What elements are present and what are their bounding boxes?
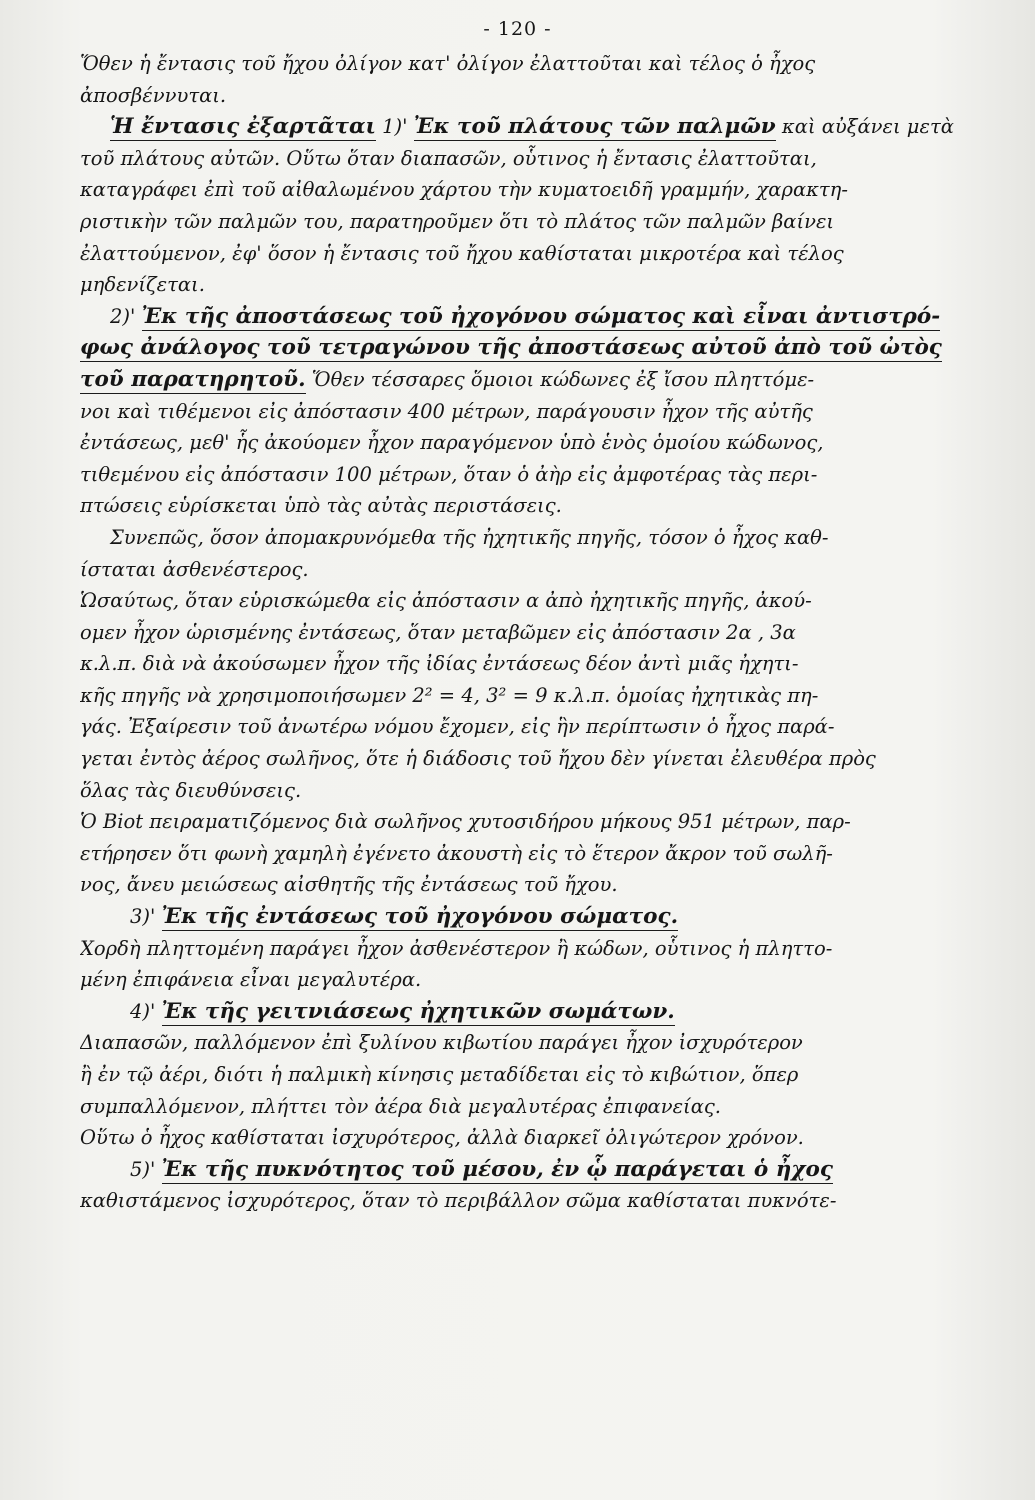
line-text: Οὕτω ὁ ἦχος καθίσταται ἰσχυρότερος, ἀλλὰ διαρκεῖ ὀλιγώτερον χρόνον. [80,1126,804,1150]
line-text: τοῦ πλάτους αὐτῶν. Οὕτω ὅταν διαπασῶν, οὗτινος ἡ ἔντασις ἐλαττοῦται, [80,146,817,170]
text-line [80,1059,995,1091]
line-text: γεται ἐντὸς ἀέρος σωλῆνος, ὅτε ἡ διάδοσις τοῦ ἤχου δὲν γίνεται ἐλευθέρα πρὸς [80,747,876,771]
text-line [80,301,995,333]
text-line [80,1027,995,1059]
line-text: Ὁ Biot πειραματιζόμενος διὰ σωλῆνος χυτοσιδήρου μήκους 951 μέτρων, παρ- [80,810,851,834]
text-line [80,1154,995,1186]
section-heading: φως ἀνάλογος τοῦ τετραγώνου τῆς ἀποστάσεως αὐτοῦ ἀπὸ τοῦ ὠτὸς [80,335,942,361]
text-line [80,206,995,238]
line-text: ὅλας τὰς διευθύνσεις. [80,778,302,802]
section-heading: Ἐκ τῆς ἀποστάσεως τοῦ ἠχογόνου σώματος καὶ εἶναι ἀντιστρό- [141,303,941,329]
text-line [80,743,995,775]
line-text: νοι καὶ τιθέμενοι εἰς ἀπόστασιν 400 μέτρων, παράγουσιν ἦχον τῆς αὐτῆς [80,399,813,423]
text-line [80,996,995,1028]
text-line [80,680,995,712]
text-line [80,901,995,933]
text-line [80,869,995,901]
text-line [80,364,995,396]
text-line [80,806,995,838]
line-text: ριστικὴν τῶν παλμῶν του, παρατηροῦμεν ὅτι τὸ πλάτος τῶν παλμῶν βαίνει [80,209,835,233]
line-text: 2)' [110,304,142,328]
text-line [80,617,995,649]
line-text: 1)' [375,115,414,139]
line-text: Ὡσαύτως, ὅταν εὑρισκώμεθα εἰς ἀπόστασιν α ἀπὸ ἠχητικῆς πηγῆς, ἀκού- [80,589,812,613]
line-text: τιθεμένου εἰς ἀπόστασιν 100 μέτρων, ὅταν ὁ ἀὴρ εἰς ἀμφοτέρας τὰς περι- [80,462,818,486]
section-heading: Ἐκ τῆς πυκνότητος τοῦ μέσου, ἐν ᾧ παράγεται ὁ ἦχος [161,1156,833,1182]
section-heading: Ἐκ τοῦ πλάτους τῶν παλμῶν [413,114,776,140]
line-text: ίσταται ἀσθενέστερος. [80,557,309,581]
line-text: ομεν ἦχον ὡρισμένης ἐντάσεως, ὅταν μεταβῶμεν εἰς ἀπόστασιν 2α , 3α [80,620,796,644]
line-text: καὶ αὐξάνει μετὰ [775,115,954,139]
line-text: Ὅθεν ἡ ἔντασις τοῦ ἤχου ὀλίγον κατ' ὀλίγον ἐλαττοῦται καὶ τέλος ὁ ἦχος [80,52,816,75]
text-line [80,111,995,143]
text-line [80,143,995,175]
line-text: γάς. Ἐξαίρεσιν τοῦ ἀνωτέρω νόμου ἔχομεν, εἰς ἣν περίπτωσιν ὁ ἦχος παρά- [80,715,835,739]
line-text: ἢ ἐν τῷ ἀέρι, διότι ἡ παλμικὴ κίνησις μεταδίδεται εἰς τὸ κιβώτιον, ὅπερ [80,1063,799,1086]
text-line [80,1091,995,1123]
line-text: συμπαλλόμενον, πλήττει τὸν ἀέρα διὰ μεγαλυτέρας ἐπιφανείας. [80,1094,721,1118]
line-text: Συνεπῶς, ὅσον ἀπομακρυνόμεθα τῆς ἠχητικῆς πηγῆς, τόσον ὁ ἦχος καθ- [110,525,829,549]
section-heading: τοῦ παρατηρητοῦ. [80,366,306,392]
line-text: 4)' [130,999,162,1023]
line-text: ἐλαττούμενον, ἐφ' ὅσον ἡ ἔντασις τοῦ ἤχου καθίσταται μικροτέρα καὶ τέλος [80,241,844,265]
line-text: καθιστάμενος ἰσχυρότερος, ὅταν τὸ περιβάλλον σῶμα καθίσταται πυκνότε- [80,1189,837,1213]
text-line [80,1185,995,1217]
page-body-text [80,48,995,1217]
text-line [80,332,995,364]
text-line [80,933,995,965]
line-text: Διαπασῶν, παλλόμενον ἐπὶ ξυλίνου κιβωτίου παράγει ἦχον ἰσχυρότερον [80,1031,803,1055]
text-line [80,711,995,743]
text-line [80,648,995,680]
section-heading: Ἐκ τῆς ἐντάσεως τοῦ ἠχογόνου σώματος. [161,904,679,930]
text-line [80,80,995,112]
text-line [80,585,995,617]
line-text: 3)' [130,905,162,929]
text-line [80,775,995,807]
line-text: κ.λ.π. διὰ νὰ ἀκούσωμεν ἦχον τῆς ἰδίας ἐντάσεως δέον ἀντὶ μιᾶς ἠχητι- [80,652,799,676]
text-line [80,490,995,522]
line-text: ἀποσβέννυται. [80,83,227,107]
line-text: κῆς πηγῆς νὰ χρησιμοποιήσωμεν 2² = 4, 3² = 9 κ.λ.π. ὁμοίας ἠχητικὰς πη- [80,683,819,707]
text-line [80,269,995,301]
text-line [80,238,995,270]
text-line [80,1122,995,1154]
text-line [80,964,995,996]
line-text: 5)' [130,1157,162,1181]
section-heading: Ἐκ τῆς γειτνιάσεως ἠχητικῶν σωμάτων. [161,998,675,1024]
line-text: καταγράφει ἐπὶ τοῦ αἰθαλωμένου χάρτου τὴν κυματοειδῆ γραμμήν, χαρακτη- [80,178,848,202]
line-text: Χορδὴ πληττομένη παράγει ἦχον ἀσθενέστερον ἢ κώδων, οὗτινος ἡ πληττο- [80,936,833,960]
text-line [80,522,995,554]
line-text: Ὅθεν τέσσαρες ὅμοιοι κώδωνες ἐξ ἴσου πληττόμε- [305,367,815,391]
text-line [80,459,995,491]
text-line [80,554,995,586]
line-text: ετήρησεν ὅτι φωνὴ χαμηλὴ ἐγένετο ἀκουστὴ εἰς τὸ ἕτερον ἄκρον τοῦ σωλῆ- [80,841,833,865]
line-text: πτώσεις εὑρίσκεται ὑπὸ τὰς αὐτὰς περιστάσεις. [80,494,562,518]
text-line [80,396,995,428]
text-line [80,427,995,459]
line-text: νος, ἄνευ μειώσεως αἰσθητῆς τῆς ἐντάσεως τοῦ ἤχου. [80,873,618,897]
text-line [80,174,995,206]
page-number: - 120 - [483,18,552,40]
line-text: ἐντάσεως, μεθ' ἧς ἀκούομεν ἦχον παραγόμενον ὑπὸ ἑνὸς ὁμοίου κώδωνος, [80,431,824,455]
text-line [80,838,995,870]
line-text: μηδενίζεται. [80,273,205,297]
text-line [80,48,995,80]
section-heading: Ἡ ἔντασις ἐξαρτᾶται [110,114,376,140]
line-text: μένη ἐπιφάνεια εἶναι μεγαλυτέρα. [80,968,422,992]
